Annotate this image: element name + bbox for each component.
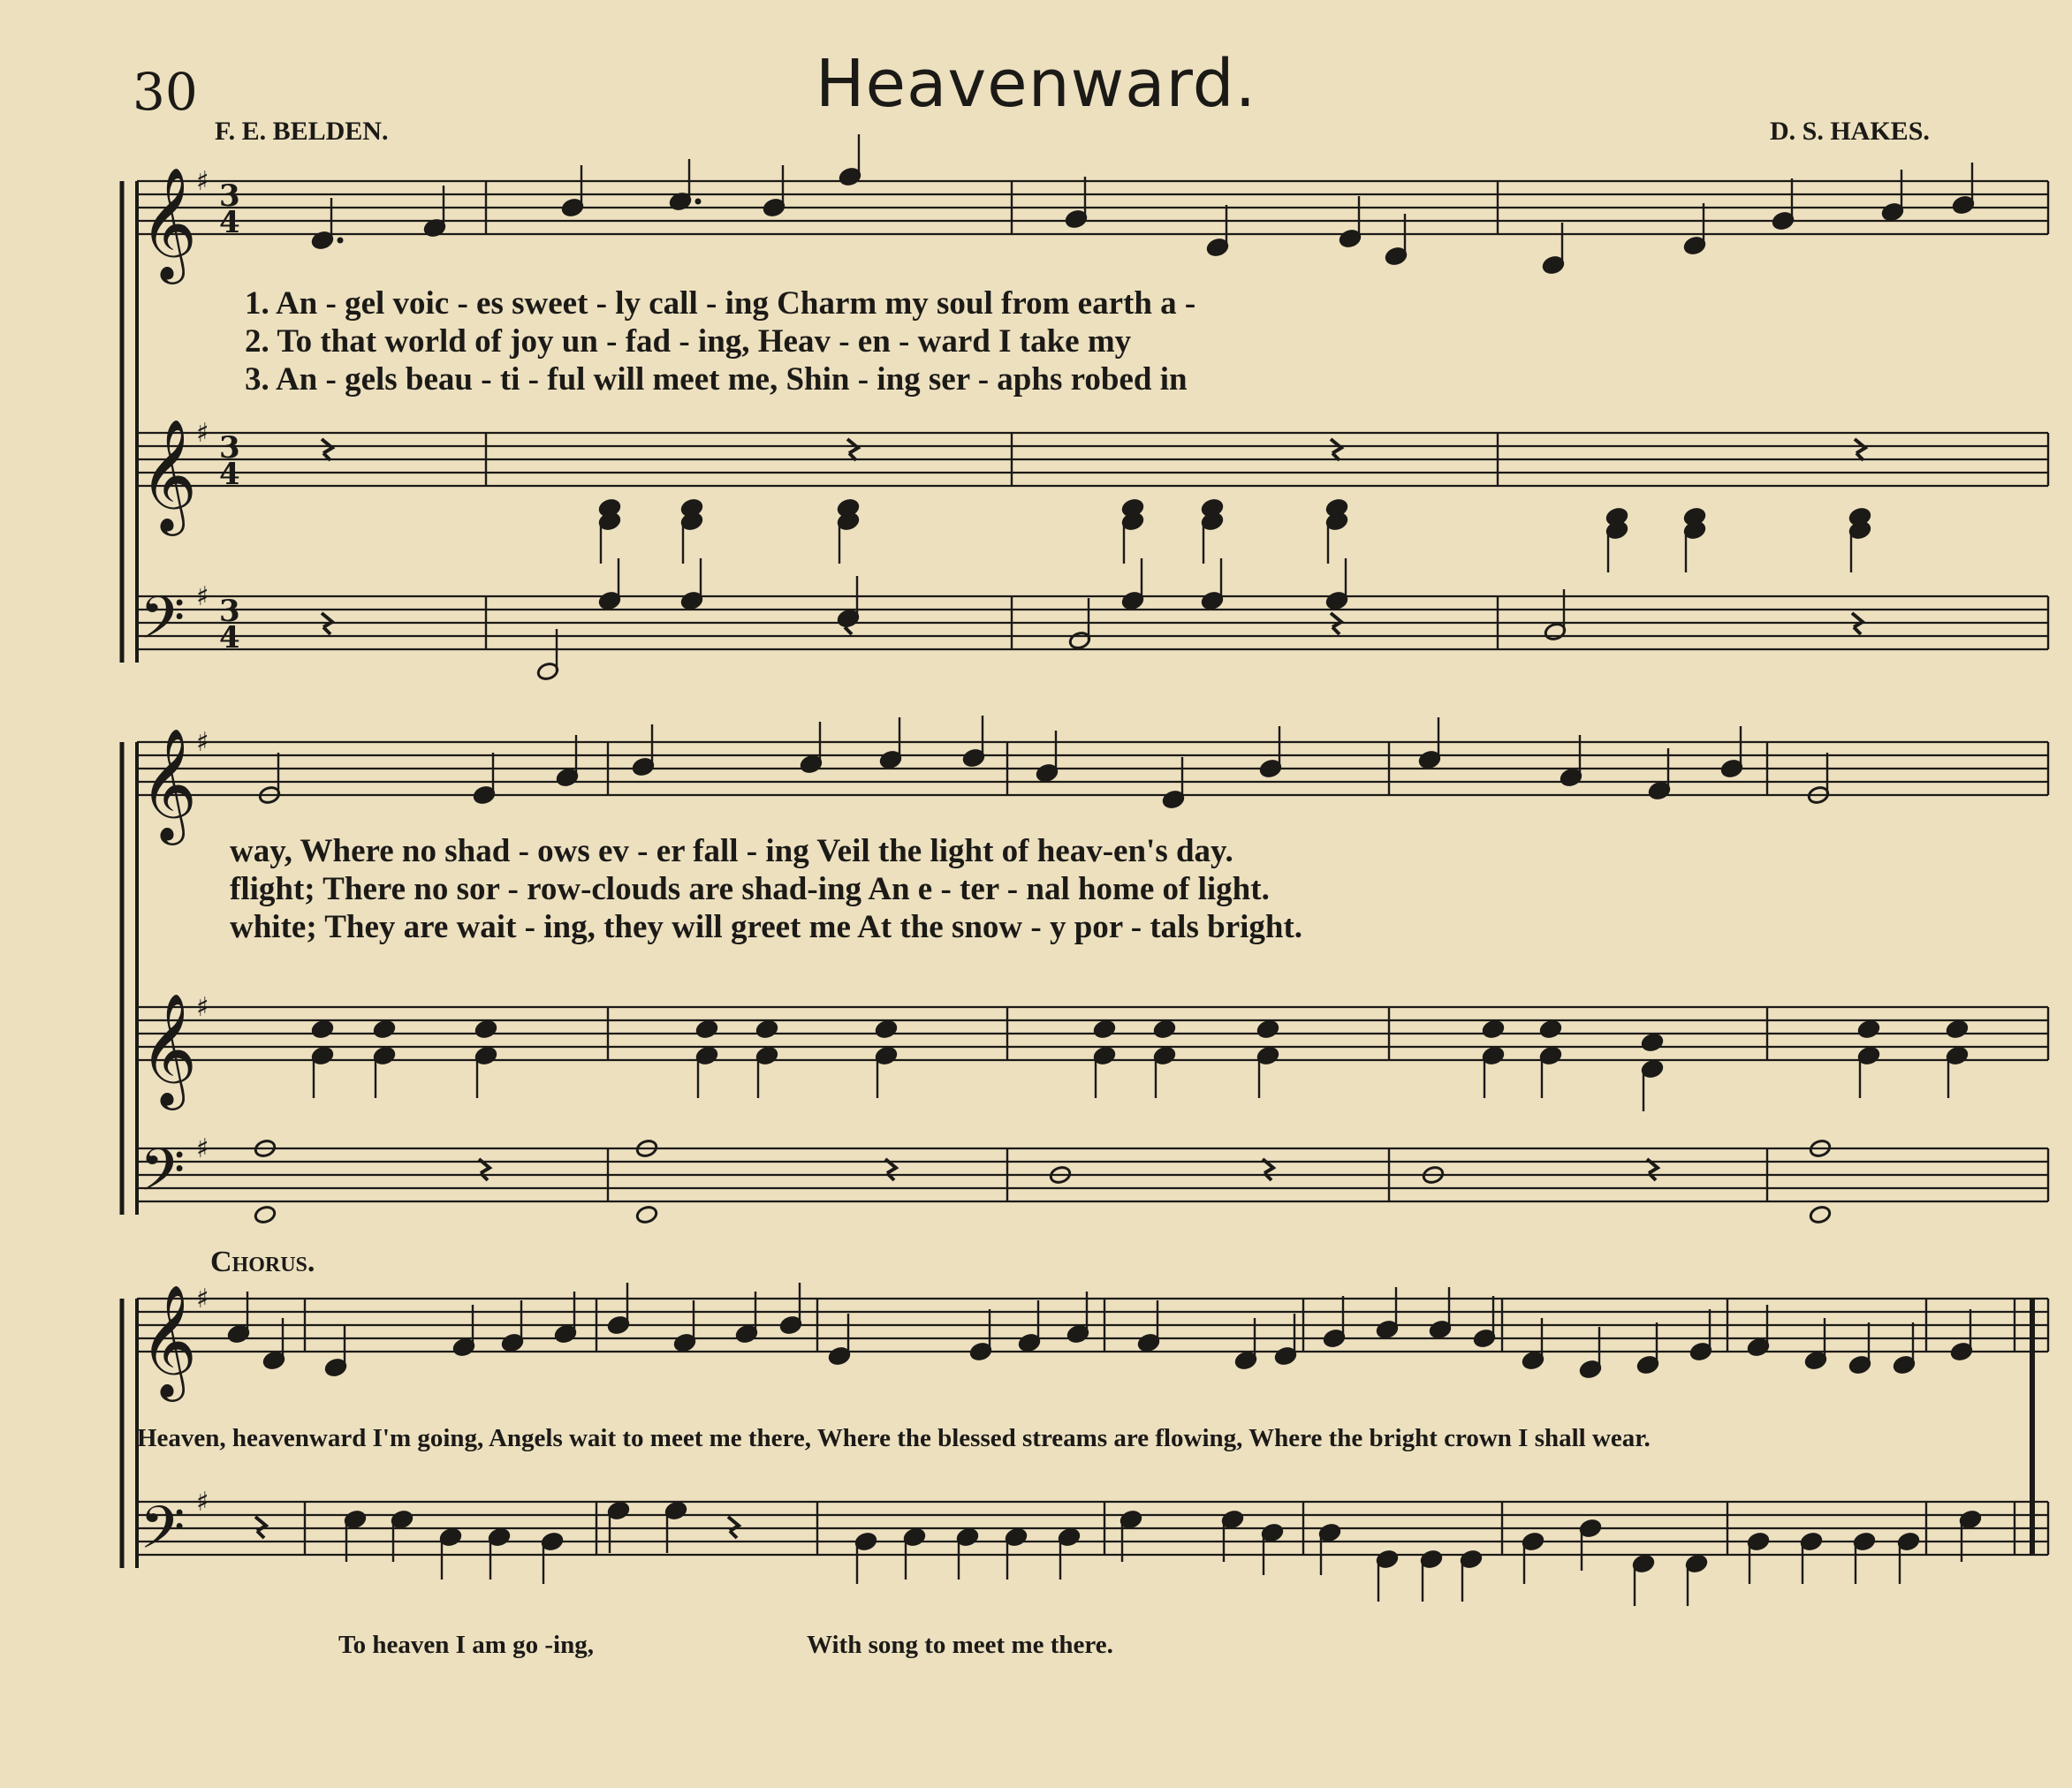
sharp-sign: ♯	[196, 418, 209, 449]
note-head	[1809, 1205, 1832, 1225]
bass-lyrics-1: To heaven I am go -ing,	[338, 1631, 594, 1659]
rest	[1855, 439, 1865, 460]
treble-clef: 𝄞	[140, 1284, 198, 1397]
note-dot	[695, 199, 702, 205]
sharp-sign: ♯	[196, 727, 209, 758]
note-head	[875, 1019, 898, 1040]
bass-clef: 𝄢	[140, 1136, 186, 1218]
time-signature-top: 3	[219, 430, 240, 466]
composer-credit: D. S. HAKES.	[1770, 117, 1930, 146]
note-head	[474, 1019, 497, 1040]
note-head	[1482, 1019, 1505, 1040]
note-head	[373, 1019, 396, 1040]
rest	[1331, 439, 1341, 460]
note-head	[755, 1019, 778, 1040]
note-head	[254, 1205, 277, 1225]
note-head	[311, 1019, 334, 1040]
note-head	[695, 1019, 718, 1040]
chorus-heading: Chorus.	[210, 1246, 315, 1278]
treble-clef: 𝄞	[140, 418, 198, 531]
time-signature-bottom: 4	[219, 205, 240, 240]
verse-3-line-a: 3. An - gels beau - ti - ful will meet me, Shin - ing ser - aphs robed in	[245, 361, 1188, 398]
lyricist-credit: F. E. BELDEN.	[215, 117, 389, 146]
note-head	[1539, 1019, 1562, 1040]
bass-clef: 𝄢	[140, 1494, 186, 1576]
note-head	[1093, 1019, 1116, 1040]
treble-clef: 𝄞	[140, 992, 198, 1105]
verse-1-line-b: way, Where no shad - ows ev - er fall - ing Veil the light of heav-en's day.	[230, 833, 1233, 869]
note-dot	[338, 238, 344, 244]
hymn-title: Heavenward.	[815, 46, 1257, 122]
sharp-sign: ♯	[196, 166, 209, 197]
rest	[847, 439, 858, 460]
note-head	[1946, 1019, 1969, 1040]
note-head	[1641, 1033, 1664, 1053]
verse-2-line-b: flight; There no sor - row-clouds are shad-ing An e - ter - nal home of light.	[230, 871, 1270, 907]
treble-clef: 𝄞	[140, 166, 198, 279]
verse-1-line-a: 1. An - gel voic - es sweet - ly call - ing Charm my soul from earth a -	[245, 285, 1196, 322]
sharp-sign: ♯	[196, 992, 209, 1023]
sharp-sign: ♯	[196, 1133, 209, 1164]
verse-3-line-b: white; They are wait - ing, they will greet me At the snow - y por - tals bright.	[230, 909, 1303, 945]
sharp-sign: ♯	[196, 581, 209, 612]
note-head	[1153, 1019, 1176, 1040]
page-number: 30	[133, 62, 198, 122]
note-head	[1857, 1019, 1880, 1040]
sharp-sign: ♯	[196, 1284, 209, 1314]
verse-2-line-a: 2. To that world of joy un - fad - ing, Heav - en - ward I take my	[245, 323, 1132, 360]
time-signature-bottom: 4	[219, 457, 240, 492]
sharp-sign: ♯	[196, 1487, 209, 1518]
rest	[322, 439, 332, 460]
time-signature-bottom: 4	[219, 620, 240, 655]
time-signature-top: 3	[219, 178, 240, 214]
bass-clef: 𝄢	[140, 584, 186, 666]
note-head	[1256, 1019, 1279, 1040]
treble-clef: 𝄞	[140, 727, 198, 840]
chorus-lyrics: Heaven, heavenward I'm going, Angels wait to meet me there, Where the blessed streams are flowing, Where the bright crown I shall wear.	[137, 1424, 1651, 1452]
time-signature-top: 3	[219, 594, 240, 629]
bass-lyrics-2: With song to meet me there.	[807, 1631, 1113, 1659]
note-head	[635, 1205, 658, 1225]
